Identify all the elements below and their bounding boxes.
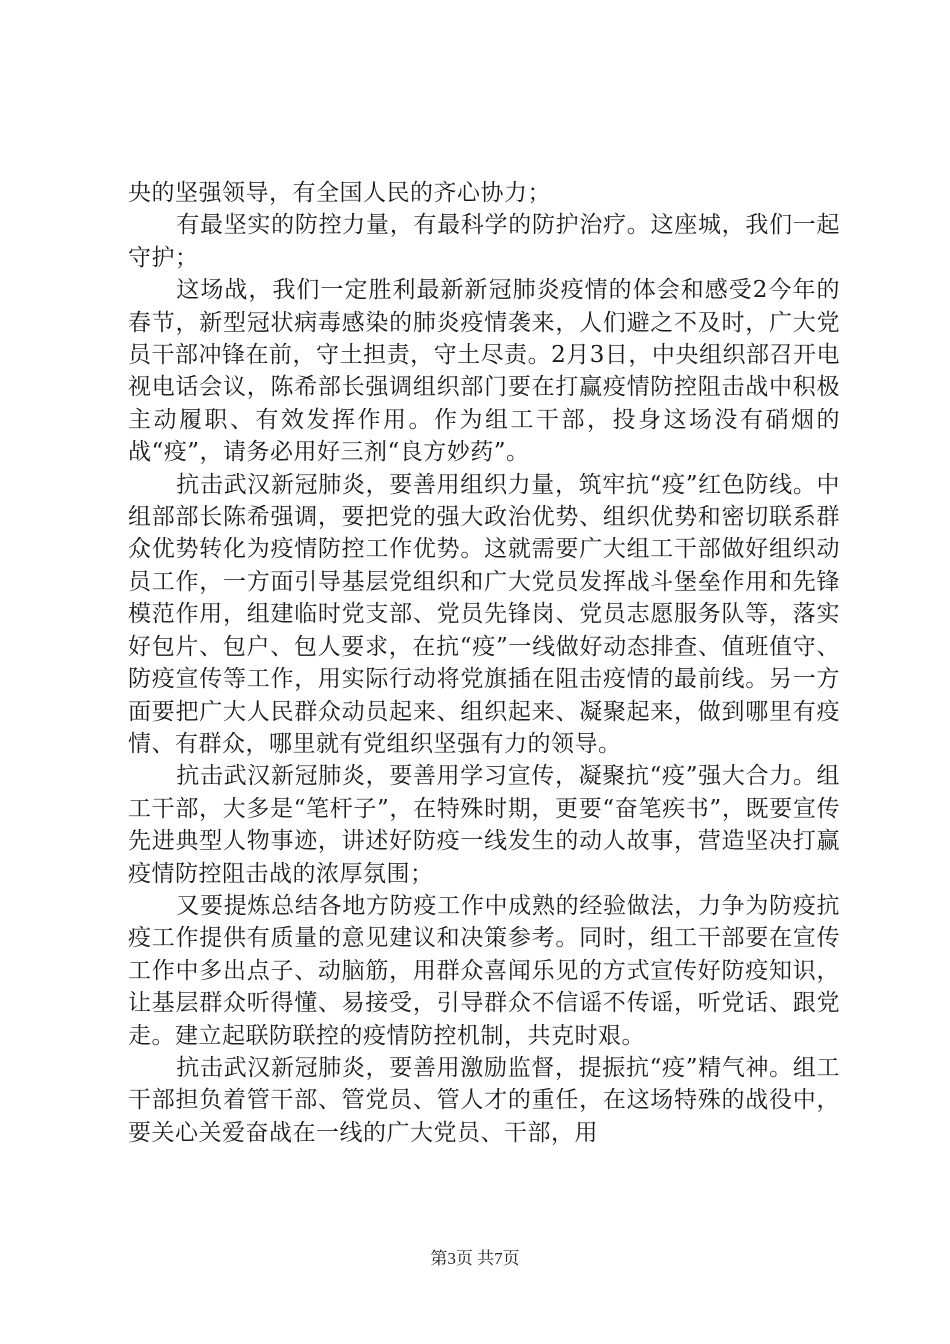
paragraph: 央的坚强领导，有全国人民的齐心协力； bbox=[128, 180, 551, 206]
paragraph: 抗击武汉新冠肺炎，要善用学习宣传，凝聚抗“疫”强大合力。组工干部，大多是“笔杆子”，在特殊时期，更要“奋笔疾书”，既要宣传先进典型人物事迹，讲述好防疫一线发生的动人故事，营造坚决打赢疫情防控阻击战的浓厚氛围； bbox=[128, 763, 840, 887]
paragraph: 有最坚实的防控力量，有最科学的防护治疗。这座城，我们一起守护； bbox=[128, 212, 840, 271]
paragraph: 抗击武汉新冠肺炎，要善用激励监督，提振抗“疫”精气神。组工干部担负着管干部、管党员、管人才的重任，在这场特殊的战役中，要关心关爱奋战在一线的广大党员、干部，用 bbox=[128, 1054, 840, 1146]
page-footer: 第3页 共7页 bbox=[430, 1249, 520, 1268]
paragraph: 抗击武汉新冠肺炎，要善用组织力量，筑牢抗“疫”红色防线。中组部部长陈希强调，要把党的强大政治优势、组织优势和密切联系群众优势转化为疫情防控工作优势。这就需要广大组工干部做好组织动员工作，一方面引导基层党组织和广大党员发挥战斗堡垒作用和先锋模范作用，组建临时党支部、党员先锋岗、党员志愿服务队等，落实好包片、包户、包人要求，在抗“疫”一线做好动态排查、值班值守、防疫宣传等工作，用实际行动将党旗插在阻击疫情的最前线。另一方面要把广大人民群众动员起来、组织起来、凝聚起来，做到哪里有疫情、有群众，哪里就有党组织坚强有力的领导。 bbox=[128, 471, 840, 757]
paragraph: 又要提炼总结各地方防疫工作中成熟的经验做法，力争为防疫抗疫工作提供有质量的意见建议和决策参考。同时，组工干部要在宣传工作中多出点子、动脑筋，用群众喜闻乐见的方式宣传好防疫知识，让基层群众听得懂、易接受，引导群众不信谣不传谣，听党话、跟党走。建立起联防联控的疫情防控机制，共克时艰。 bbox=[128, 892, 840, 1049]
document-body bbox=[128, 177, 840, 1149]
paragraph: 这场战，我们一定胜利最新新冠肺炎疫情的体会和感受2今年的春节，新型冠状病毒感染的肺炎疫情袭来，人们避之不及时，广大党员干部冲锋在前，守土担责，守土尽责。2月3日，中央组织部召开电视电话会议，陈希部长强调组织部门要在打赢疫情防控阻击战中积极主动履职、有效发挥作用。作为组工干部，投身这场没有硝烟的战“疫”，请务必用好三剂“良方妙药”。 bbox=[128, 277, 840, 466]
